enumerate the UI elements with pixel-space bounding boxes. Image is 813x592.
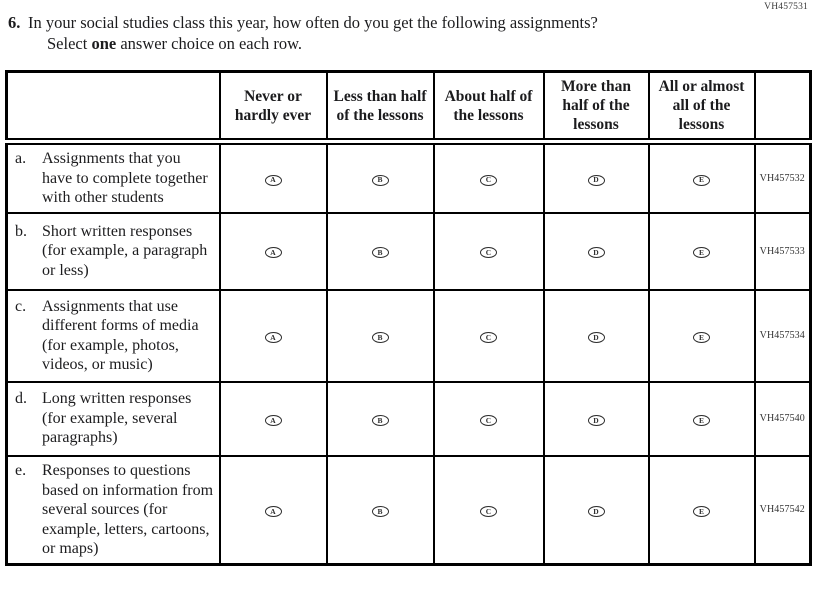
question-text [8,12,608,54]
answer-cell [220,456,327,565]
answer-bubble-d[interactable]: D [588,332,605,343]
answer-bubble-a[interactable]: A [265,415,282,426]
answer-cell [649,290,755,382]
answer-cell [220,213,327,290]
row-label: Responses to questions based on information from several sources (for example, letters, cartoons, or maps) [42,462,214,557]
row-stem [7,213,220,290]
row-letter: c. [15,297,27,315]
header-less-than-half: Less than half of the lessons [327,72,434,142]
answer-bubble-e[interactable]: E [693,332,710,343]
row-letter: e. [15,462,27,479]
row-label: Assignments that you have to complete together with other students [42,150,208,206]
answer-cell [649,382,755,456]
answer-cell [544,456,649,565]
answer-bubble-d[interactable]: D [588,175,605,186]
table-row [7,456,811,565]
answer-cell [327,213,434,290]
answer-cell [220,142,327,213]
answer-bubble-a[interactable]: A [265,506,282,517]
answer-cell [544,382,649,456]
row-label: Assignments that use different forms of media (for example, photos, videos, or music) [42,297,199,373]
answer-bubble-d[interactable]: D [588,506,605,517]
header-empty-code [755,72,811,142]
table-header-row [7,72,811,142]
header-never: Never or hardly ever [220,72,327,142]
answer-cell [544,142,649,213]
answer-cell [434,142,544,213]
answer-bubble-b[interactable]: B [372,175,389,186]
answer-bubble-e[interactable]: E [693,415,710,426]
answer-bubble-e[interactable]: E [693,506,710,517]
question-text-end: answer choice on each row. [116,34,303,53]
answer-cell [327,382,434,456]
answer-bubble-c[interactable]: C [480,415,497,426]
row-stem [7,382,220,456]
answer-bubble-d[interactable]: D [588,415,605,426]
row-item-code: VH457534 [755,290,811,382]
answer-bubble-c[interactable]: C [480,506,497,517]
answer-bubble-b[interactable]: B [372,247,389,258]
question-bold-word: one [91,34,117,53]
header-empty-stem [7,72,220,142]
row-letter: a. [15,150,27,167]
question-number: 6. [8,13,21,32]
row-letter: d. [15,390,27,408]
answer-bubble-e[interactable]: E [693,247,710,258]
answer-bubble-a[interactable]: A [265,175,282,186]
answer-bubble-c[interactable]: C [480,175,497,186]
row-stem [7,290,220,382]
table-row [7,290,811,382]
answer-bubble-a[interactable]: A [265,247,282,258]
answer-cell [649,142,755,213]
answer-cell [327,290,434,382]
answer-bubble-a[interactable]: A [265,332,282,343]
row-stem [7,142,220,213]
row-stem [7,456,220,565]
row-item-code: VH457542 [755,456,811,565]
answer-cell [544,290,649,382]
answer-bubble-b[interactable]: B [372,415,389,426]
answer-cell [544,213,649,290]
row-item-code: VH457533 [755,213,811,290]
row-label: Long written responses (for example, several paragraphs) [42,390,192,447]
table-row [7,213,811,290]
answer-cell [434,213,544,290]
answer-cell [649,456,755,565]
answer-bubble-c[interactable]: C [480,332,497,343]
answer-cell [327,456,434,565]
answer-cell [220,382,327,456]
answer-bubble-d[interactable]: D [588,247,605,258]
page-accession-code: VH457531 [764,2,808,12]
answer-cell [220,290,327,382]
answer-bubble-c[interactable]: C [480,247,497,258]
header-all-or-almost-all: All or almost all of the lessons [649,72,755,142]
answer-bubble-e[interactable]: E [693,175,710,186]
answer-cell [434,382,544,456]
answer-cell [434,290,544,382]
row-item-code: VH457540 [755,382,811,456]
answer-cell [434,456,544,565]
table-row [7,382,811,456]
question-text-start: In your social studies class this year, how often do you get the following assignments? Select [28,13,598,53]
answer-grid-table [5,70,812,566]
header-more-than-half: More than half of the lessons [544,72,649,142]
table-row [7,142,811,213]
answer-bubble-b[interactable]: B [372,332,389,343]
row-letter: b. [15,222,27,240]
row-item-code: VH457532 [755,142,811,213]
answer-cell [649,213,755,290]
row-label: Short written responses (for example, a paragraph or less) [42,222,208,279]
header-about-half: About half of the lessons [434,72,544,142]
answer-cell [327,142,434,213]
answer-bubble-b[interactable]: B [372,506,389,517]
